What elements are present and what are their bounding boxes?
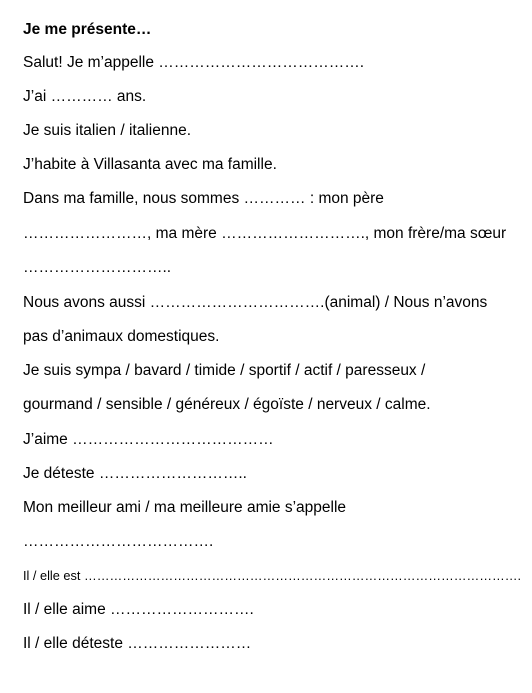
line-age: J’ai ………… ans. [23,88,147,105]
line-animal: Nous avons aussi …………………………….(animal) / Nous n’avons [23,294,488,311]
line-friend-dislikes: Il / elle déteste …………………… [23,635,252,652]
line-friend-is: Il / elle est …………………………………………………………………………………………. [23,568,521,583]
line-family-members: ……………………, ma mère ………………………., mon frère/ma sœur [23,225,507,242]
line-personality: Je suis sympa / bavard / timide / sportif / actif / paresseux / [23,362,426,379]
line-family-count: Dans ma famille, nous sommes ………… : mon père [23,190,384,207]
line-best-friend: Mon meilleur ami / ma meilleure amie s’appelle [23,499,347,516]
line-animal-cont: pas d’animaux domestiques. [23,328,220,345]
line-residence: J’habite à Villasanta avec ma famille. [23,156,277,173]
line-name: Salut! Je m’appelle …………………………………. [23,54,365,71]
line-dislikes: Je déteste ……………………….. [23,465,247,482]
document-title: Je me présente… [23,21,152,38]
line-personality-cont: gourmand / sensible / généreux / égoïste / nerveux / calme. [23,396,431,413]
line-family-blank: ……………………….. [23,259,172,276]
line-nationality: Je suis italien / italienne. [23,122,192,139]
line-likes: J’aime ………………………………… [23,431,274,448]
line-friend-likes: Il / elle aime ………………………. [23,601,254,618]
line-best-friend-blank: ………………………………. [23,533,214,550]
